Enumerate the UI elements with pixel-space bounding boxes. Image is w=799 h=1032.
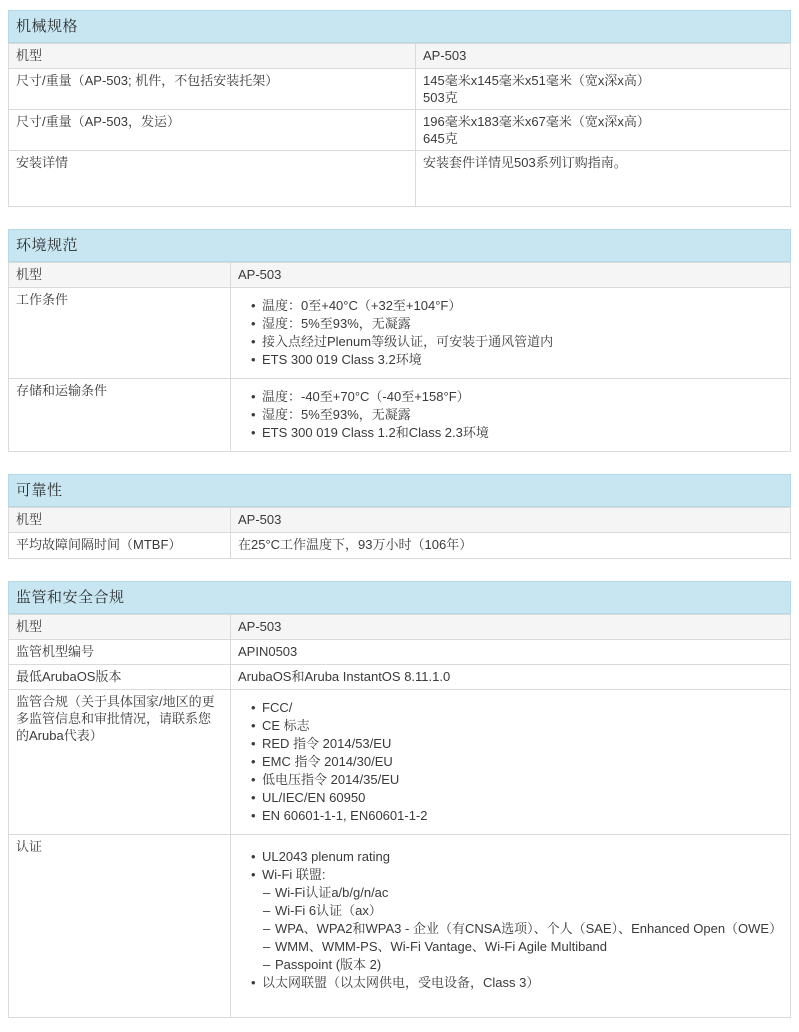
row-value [231, 379, 791, 452]
table-row [9, 615, 791, 640]
value-line: AP-503 [238, 267, 282, 282]
section-title: 机械规格 [8, 10, 791, 43]
bullet-list [238, 693, 783, 831]
bullet-item [251, 753, 783, 771]
table-row [9, 533, 791, 559]
row-label: 机型 [9, 263, 231, 288]
bullet-list [238, 838, 783, 998]
bullet-item [251, 315, 783, 333]
row-value [231, 533, 791, 559]
spec-section-reliability [8, 474, 791, 559]
bullet-text: UL2043 plenum rating [262, 849, 390, 864]
bullet-text: ETS 300 019 Class 1.2和Class 2.3环境 [262, 425, 489, 440]
bullet-item [251, 388, 783, 406]
bullet-list [238, 291, 783, 375]
spec-tables [8, 10, 791, 1018]
value-line: 安装套件详情见503系列订购指南。 [423, 155, 627, 170]
bullet-item [251, 333, 783, 351]
table-row [9, 665, 791, 690]
row-label: 工作条件 [9, 288, 231, 379]
value-line: 在25°C工作温度下，93万小时（106年） [238, 537, 473, 552]
bullet-item [251, 771, 783, 789]
value-line: 645克 [423, 131, 458, 146]
spec-table [8, 262, 791, 452]
value-line: ArubaOS和Aruba InstantOS 8.11.1.0 [238, 669, 451, 684]
row-value [231, 288, 791, 379]
row-value [416, 110, 791, 151]
row-label: 最低ArubaOS版本 [9, 665, 231, 690]
row-label: 平均故障间隔时间（MTBF） [9, 533, 231, 559]
sub-bullet-item: – WPA、WPA2和WPA3 - 企业（有CNSA选项）、个人（SAE）、Enhanced Open（OWE） [262, 920, 783, 938]
bullet-item [251, 807, 783, 825]
value-line: 196毫米x183毫米x67毫米（宽x深x高） [423, 114, 650, 129]
table-row [9, 835, 791, 1018]
row-label: 尺寸/重量（AP-503; 机件，不包括安装托架） [9, 69, 416, 110]
row-value [231, 263, 791, 288]
value-line: AP-503 [423, 48, 467, 63]
section-title: 可靠性 [8, 474, 791, 507]
bullet-text: 湿度：5%至93%，无凝露 [262, 316, 411, 331]
row-label: 机型 [9, 44, 416, 69]
bullet-item [251, 351, 783, 369]
bullet-item [251, 848, 783, 866]
bullet-text: 低电压指令 2014/35/EU [262, 772, 400, 787]
bullet-text: 温度：0至+40°C（+32至+104°F） [262, 298, 462, 313]
bullet-text: 以太网联盟（以太网供电，受电设备，Class 3） [262, 975, 540, 990]
table-row [9, 640, 791, 665]
bullet-item [251, 974, 783, 992]
row-value [231, 665, 791, 690]
sub-bullet-item: – WMM、WMM-PS、Wi-Fi Vantage、Wi-Fi Agile Multiband [262, 938, 783, 956]
row-value [231, 508, 791, 533]
table-row [9, 151, 791, 207]
row-label: 存储和运输条件 [9, 379, 231, 452]
bullet-item [251, 699, 783, 717]
spec-table [8, 614, 791, 1018]
row-value [231, 690, 791, 835]
bullet-text: FCC/ [262, 700, 293, 715]
bullet-item [251, 406, 783, 424]
spec-section-environmental [8, 229, 791, 452]
row-value [231, 615, 791, 640]
row-label: 机型 [9, 508, 231, 533]
bullet-text: ETS 300 019 Class 3.2环境 [262, 352, 422, 367]
row-label: 监管合规（关于具体国家/地区的更多监管信息和审批情况，请联系您的Aruba代表） [9, 690, 231, 835]
value-line: 145毫米x145毫米x51毫米（宽x深x高） [423, 73, 650, 88]
table-row [9, 690, 791, 835]
bullet-item [251, 789, 783, 807]
table-row [9, 110, 791, 151]
row-value [231, 640, 791, 665]
bullet-item [251, 297, 783, 315]
bullet-text: RED 指令 2014/53/EU [262, 736, 392, 751]
table-row [9, 44, 791, 69]
sub-bullet-item: – Passpoint (版本 2) [262, 956, 783, 974]
section-title: 监管和安全合规 [8, 581, 791, 614]
section-title: 环境规范 [8, 229, 791, 262]
bullet-text: EMC 指令 2014/30/EU [262, 754, 393, 769]
bullet-text: EN 60601-1-1, EN60601-1-2 [262, 808, 428, 823]
row-label: 机型 [9, 615, 231, 640]
bullet-list [238, 382, 783, 448]
bullet-item [251, 866, 783, 974]
bullet-text: 温度：-40至+70°C（-40至+158°F） [262, 389, 470, 404]
bullet-text: 接入点经过Plenum等级认证，可安装于通风管道内 [262, 334, 554, 349]
sub-bullet-item: – Wi-Fi 6认证（ax） [262, 902, 783, 920]
spec-table [8, 507, 791, 559]
bullet-item [251, 424, 783, 442]
row-value [416, 151, 791, 207]
bullet-item [251, 735, 783, 753]
bullet-text: Wi-Fi 联盟: [262, 867, 326, 882]
row-label: 尺寸/重量（AP-503，发运） [9, 110, 416, 151]
sub-bullet-item: – Wi-Fi认证a/b/g/n/ac [262, 884, 783, 902]
spec-section-mechanical [8, 10, 791, 207]
table-row [9, 69, 791, 110]
bullet-text: UL/IEC/EN 60950 [262, 790, 366, 805]
row-label: 认证 [9, 835, 231, 1018]
bullet-item [251, 717, 783, 735]
value-line: 503克 [423, 90, 458, 105]
row-label: 安装详情 [9, 151, 416, 207]
value-line: APIN0503 [238, 644, 298, 659]
bullet-text: 湿度：5%至93%，无凝露 [262, 407, 411, 422]
row-value [231, 835, 791, 1018]
value-line: AP-503 [238, 512, 282, 527]
table-row [9, 379, 791, 452]
bullet-text: CE 标志 [262, 718, 310, 733]
spec-table [8, 43, 791, 207]
spec-section-regulatory [8, 581, 791, 1018]
table-row [9, 263, 791, 288]
row-label: 监管机型编号 [9, 640, 231, 665]
row-value [416, 69, 791, 110]
row-value [416, 44, 791, 69]
value-line: AP-503 [238, 619, 282, 634]
table-row [9, 508, 791, 533]
table-row [9, 288, 791, 379]
